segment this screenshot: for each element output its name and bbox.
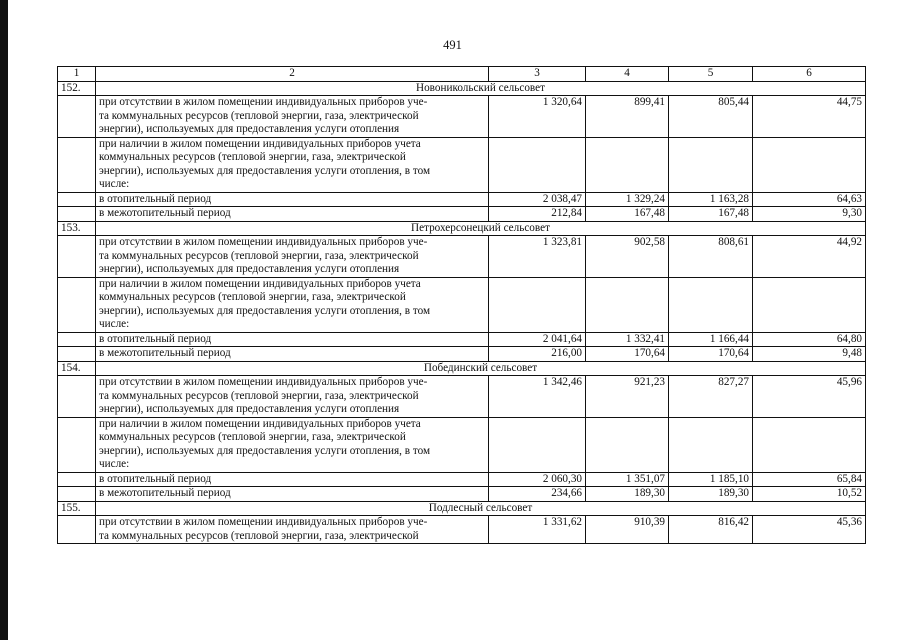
section-header-row: [58, 81, 866, 96]
value-cell: [753, 417, 866, 472]
table-row: [58, 487, 866, 502]
description-line: числе:: [99, 178, 130, 190]
section-header-row: [58, 501, 866, 516]
row-description: [96, 96, 489, 138]
value-cell: 234,66: [489, 487, 586, 502]
header-cell: 2: [96, 67, 489, 82]
row-description: [96, 192, 489, 207]
section-title: Новоникольский сельсовет: [96, 81, 866, 96]
value-cell: 1 351,07: [586, 472, 669, 487]
table-row: [58, 347, 866, 362]
description-line: в отопительный период: [99, 332, 212, 345]
description-line: энергии), используемых для предоставления услуги отопления, в том: [99, 444, 431, 457]
value-cell: [669, 277, 753, 332]
description-line: в отопительный период: [99, 472, 212, 485]
description-line: числе:: [99, 318, 130, 330]
table-row: [58, 376, 866, 418]
description-line: та коммунальных ресурсов (тепловой энергии, газа, электрической: [99, 109, 419, 122]
description-line: та коммунальных ресурсов (тепловой энергии, газа, электрической: [99, 529, 419, 542]
header-cell: 3: [489, 67, 586, 82]
value-cell: 921,23: [586, 376, 669, 418]
value-cell: 212,84: [489, 207, 586, 222]
section-title: Подлесный сельсовет: [96, 501, 866, 516]
section-title: Петрохерсонецкий сельсовет: [96, 221, 866, 236]
value-cell: [489, 277, 586, 332]
value-cell: 902,58: [586, 236, 669, 278]
value-cell: 189,30: [669, 487, 753, 502]
table-row: [58, 207, 866, 222]
value-cell: 2 060,30: [489, 472, 586, 487]
table-row: [58, 137, 866, 192]
blank-cell: [58, 277, 96, 332]
value-cell: 1 342,46: [489, 376, 586, 418]
blank-cell: [58, 137, 96, 192]
description-line: коммунальных ресурсов (тепловой энергии, газа, электрической: [99, 431, 406, 443]
blank-cell: [58, 417, 96, 472]
row-description: [96, 332, 489, 347]
value-cell: 44,75: [753, 96, 866, 138]
value-cell: 65,84: [753, 472, 866, 487]
section-title: Побединский сельсовет: [96, 361, 866, 376]
description-line: энергии), используемых для предоставления услуги отопления: [99, 403, 400, 415]
value-cell: [753, 277, 866, 332]
value-cell: 1 163,28: [669, 192, 753, 207]
value-cell: 9,30: [753, 207, 866, 222]
description-line: при наличии в жилом помещении индивидуальных приборов учета: [99, 137, 421, 150]
table-row: [58, 516, 866, 544]
value-cell: 1 332,41: [586, 332, 669, 347]
value-cell: 64,80: [753, 332, 866, 347]
value-cell: [669, 137, 753, 192]
description-line: при наличии в жилом помещении индивидуальных приборов учета: [99, 417, 421, 430]
value-cell: 45,96: [753, 376, 866, 418]
blank-cell: [58, 332, 96, 347]
description-line: при отсутствии в жилом помещении индивидуальных приборов уче-: [99, 236, 428, 248]
value-cell: 899,41: [586, 96, 669, 138]
header-row: [58, 67, 866, 82]
row-description: [96, 347, 489, 362]
row-description: [96, 516, 489, 544]
table-row: [58, 417, 866, 472]
description-line: энергии), используемых для предоставления услуги отопления: [99, 123, 400, 135]
row-description: [96, 472, 489, 487]
value-cell: 64,63: [753, 192, 866, 207]
value-cell: [586, 137, 669, 192]
description-line: коммунальных ресурсов (тепловой энергии, газа, электрической: [99, 151, 406, 163]
description-line: энергии), используемых для предоставления услуги отопления, в том: [99, 304, 431, 317]
row-description: [96, 487, 489, 502]
row-description: [96, 207, 489, 222]
value-cell: 170,64: [669, 347, 753, 362]
value-cell: [753, 137, 866, 192]
row-description: [96, 417, 489, 472]
blank-cell: [58, 376, 96, 418]
value-cell: 827,27: [669, 376, 753, 418]
value-cell: 167,48: [586, 207, 669, 222]
description-line: коммунальных ресурсов (тепловой энергии, газа, электрической: [99, 291, 406, 303]
blank-cell: [58, 516, 96, 544]
section-number: 155.: [58, 501, 96, 516]
table-row: [58, 277, 866, 332]
blank-cell: [58, 207, 96, 222]
description-line: при отсутствии в жилом помещении индивидуальных приборов уче-: [99, 96, 428, 108]
value-cell: 2 038,47: [489, 192, 586, 207]
blank-cell: [58, 96, 96, 138]
value-cell: 45,36: [753, 516, 866, 544]
description-line: та коммунальных ресурсов (тепловой энергии, газа, электрической: [99, 389, 419, 402]
value-cell: 816,42: [669, 516, 753, 544]
value-cell: 167,48: [669, 207, 753, 222]
section-number: 152.: [58, 81, 96, 96]
table-body: [58, 67, 866, 544]
tariff-table: [57, 66, 866, 544]
value-cell: [489, 417, 586, 472]
value-cell: 2 041,64: [489, 332, 586, 347]
description-line: в межотопительный период: [99, 487, 231, 499]
section-header-row: [58, 221, 866, 236]
description-line: в межотопительный период: [99, 207, 231, 219]
value-cell: [669, 417, 753, 472]
table-row: [58, 192, 866, 207]
value-cell: 1 320,64: [489, 96, 586, 138]
value-cell: [586, 277, 669, 332]
table-row: [58, 332, 866, 347]
blank-cell: [58, 472, 96, 487]
header-cell: 5: [669, 67, 753, 82]
table-row: [58, 472, 866, 487]
table-row: [58, 236, 866, 278]
section-header-row: [58, 361, 866, 376]
page-number: 491: [443, 38, 462, 52]
value-cell: 44,92: [753, 236, 866, 278]
description-line: энергии), используемых для предоставления услуги отопления: [99, 263, 400, 275]
value-cell: 910,39: [586, 516, 669, 544]
value-cell: 216,00: [489, 347, 586, 362]
description-line: в отопительный период: [99, 192, 212, 205]
value-cell: [489, 137, 586, 192]
value-cell: 189,30: [586, 487, 669, 502]
row-description: [96, 376, 489, 418]
description-line: при наличии в жилом помещении индивидуальных приборов учета: [99, 277, 421, 290]
row-description: [96, 137, 489, 192]
blank-cell: [58, 236, 96, 278]
value-cell: 805,44: [669, 96, 753, 138]
value-cell: 170,64: [586, 347, 669, 362]
value-cell: 1 329,24: [586, 192, 669, 207]
description-line: числе:: [99, 458, 130, 470]
description-line: в межотопительный период: [99, 347, 231, 359]
value-cell: 10,52: [753, 487, 866, 502]
row-description: [96, 236, 489, 278]
table-row: [58, 96, 866, 138]
value-cell: 9,48: [753, 347, 866, 362]
description-line: при отсутствии в жилом помещении индивидуальных приборов уче-: [99, 376, 428, 388]
blank-cell: [58, 347, 96, 362]
section-number: 153.: [58, 221, 96, 236]
description-line: при отсутствии в жилом помещении индивидуальных приборов уче-: [99, 516, 428, 528]
value-cell: 1 331,62: [489, 516, 586, 544]
value-cell: 1 323,81: [489, 236, 586, 278]
blank-cell: [58, 192, 96, 207]
description-line: та коммунальных ресурсов (тепловой энергии, газа, электрической: [99, 249, 419, 262]
header-cell: 6: [753, 67, 866, 82]
value-cell: 808,61: [669, 236, 753, 278]
description-line: энергии), используемых для предоставления услуги отопления, в том: [99, 164, 431, 177]
value-cell: 1 185,10: [669, 472, 753, 487]
value-cell: [586, 417, 669, 472]
header-cell: 1: [58, 67, 96, 82]
blank-cell: [58, 487, 96, 502]
row-description: [96, 277, 489, 332]
header-cell: 4: [586, 67, 669, 82]
value-cell: 1 166,44: [669, 332, 753, 347]
scan-edge: [0, 0, 8, 640]
section-number: 154.: [58, 361, 96, 376]
